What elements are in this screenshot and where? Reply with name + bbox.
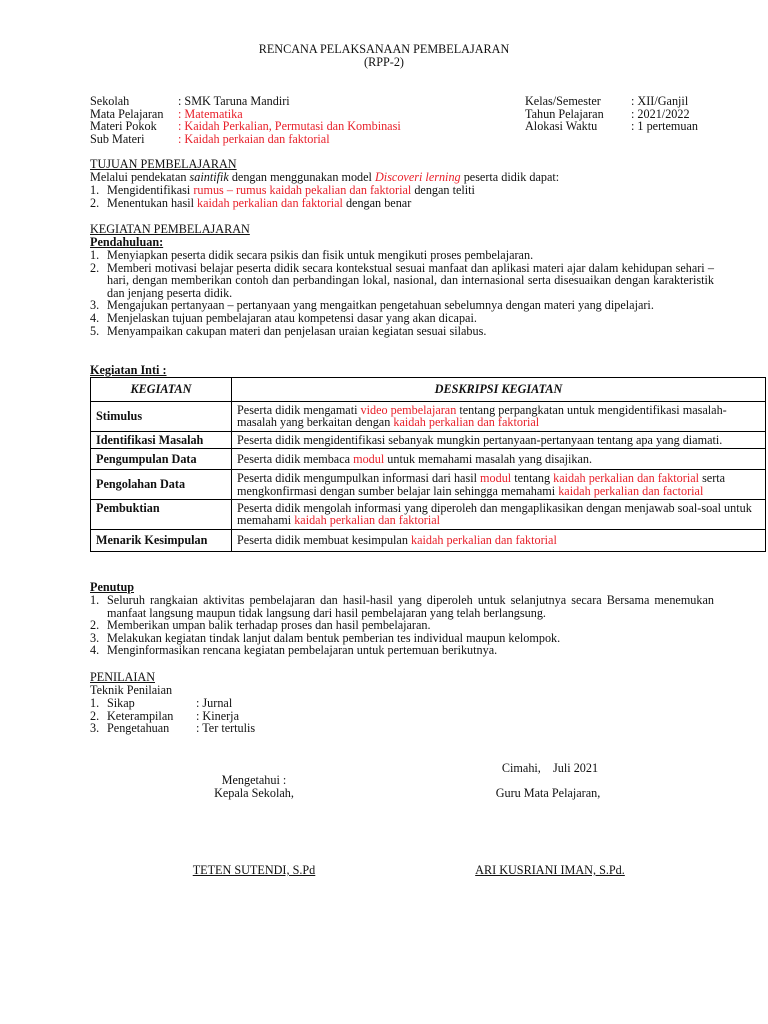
text-span: modul (480, 471, 512, 486)
activity-description (232, 431, 766, 448)
info-value: : Kaidah Perkalian, Permutasi dan Kombinasi (178, 119, 401, 134)
text-span: kaidah perkalian dan faktorial (197, 195, 343, 210)
info-value: : Matematika (178, 106, 243, 121)
kegiatan-inti-table (90, 377, 766, 552)
list-number: 3. (90, 298, 100, 313)
penilaian-subheading: Teknik Penilaian (90, 683, 173, 697)
list-number: 2. (90, 708, 100, 723)
list-text: Seluruh rangkaian aktivitas pembelajaran dan hasil-hasil yang diperoleh untuk selanjutnya secara Bersama menemukan manfaat langsung maupun tidak langsung dari hasil pembelajaran yang telah berlangsung. (107, 593, 714, 620)
place-date: Cimahi, Juli 2021 (501, 761, 599, 775)
assessment-value: : Ter tertulis (196, 721, 256, 736)
text-span: video pembelajaran (360, 403, 457, 417)
info-label: Kelas/Semester (525, 94, 601, 108)
assessment-label: Sikap (107, 696, 135, 710)
pendahuluan-heading: Pendahuluan: (90, 235, 164, 249)
document-title (0, 43, 768, 68)
list-item (90, 262, 714, 300)
text-span: tentang (511, 471, 554, 486)
list-item (90, 197, 714, 210)
text-span: Peserta didik mengolah informasi yang diperoleh dan mengaplikasikan dengan menjawab soal-soal untuk memahami (237, 501, 752, 528)
text-span: dengan menggunakan model (228, 170, 375, 184)
title-line-1: RENCANA PELAKSANAAN PEMBELAJARAN (258, 42, 510, 56)
list-number: 2. (90, 618, 100, 633)
info-label: Tahun Pelajaran (525, 106, 604, 121)
list-number: 4. (90, 310, 100, 325)
activity-name: Pembuktian (91, 500, 232, 530)
text-span: rumus – rumus kaidah pekalian dan faktorial (193, 183, 412, 197)
list-text: Menyiapkan peserta didik secara psikis dan fisik untuk mengikuti proses pembelajaran. (107, 248, 534, 262)
text-span: dengan benar (342, 195, 412, 210)
text-span: Peserta didik mengidentifikasi sebanyak mungkin pertanyaan-pertanyaan tentang apa yang diamati. (237, 432, 723, 447)
text-span: modul (353, 452, 385, 467)
text-span: Peserta didik mengumpulkan informasi dari hasil (237, 471, 481, 486)
list-number: 3. (90, 630, 100, 645)
list-number: 1. (90, 593, 100, 607)
assessment-label: Pengetahuan (107, 721, 170, 736)
text-span: kaidah perkalian dan faktorial (410, 533, 557, 548)
kegiatan-heading: KEGIATAN PEMBELAJARAN (90, 222, 250, 236)
list-number: 1. (90, 696, 100, 710)
activity-name: Pengolahan Data (91, 470, 232, 500)
tujuan-intro (90, 171, 559, 184)
info-label: Mata Pelajaran (90, 106, 164, 121)
activity-name: Pengumpulan Data (91, 449, 232, 470)
table-row (91, 529, 766, 551)
assessment-value: : Jurnal (196, 696, 233, 710)
activity-description (232, 470, 766, 500)
principal-name: TETEN SUTENDI, S.Pd (192, 863, 316, 877)
info-row (90, 120, 698, 133)
activity-description (232, 449, 766, 470)
assessment-value: : Kinerja (196, 708, 239, 723)
list-number: 2. (90, 260, 100, 275)
info-row (90, 133, 698, 146)
text-span: tentang perpangkatan untuk mengidentifikasi masalah-masalah yang berkaitan dengan (237, 403, 727, 430)
table-header-row (91, 378, 766, 402)
list-text: Mengajukan pertanyaan – pertanyaan yang mengaitkan pengetahuan sebelumnya dengan materi yang dipelajari. (107, 298, 654, 313)
acknowledged-label: Mengetahui : (221, 773, 287, 787)
assessment-label: Keterampilan (107, 708, 174, 723)
info-label: Sekolah (90, 94, 130, 108)
column-header-kegiatan: KEGIATAN (91, 378, 232, 402)
info-value: : 1 pertemuan (631, 119, 699, 134)
info-value: : XII/Ganjil (631, 94, 689, 108)
activity-description (232, 402, 766, 432)
teacher-title: Guru Mata Pelajaran, (495, 786, 601, 800)
list-item (90, 644, 714, 657)
activity-description (232, 500, 766, 530)
text-span: Menentukan hasil (107, 195, 198, 210)
table-row (91, 470, 766, 500)
info-row (90, 95, 698, 108)
list-text: Melakukan kegiatan tindak lanjut dalam bentuk pemberian tes individual maupun kelompok. (107, 630, 561, 645)
table-row (91, 402, 766, 432)
penilaian-heading: PENILAIAN (90, 670, 155, 684)
list-item (90, 594, 714, 619)
list-text: Menginformasikan rencana kegiatan pembelajaran untuk pertemuan berikutnya. (107, 643, 498, 658)
text-span: dengan teliti (411, 183, 475, 197)
text-span: Peserta didik membuat kesimpulan (237, 533, 411, 548)
text-span: Melalui pendekatan (90, 170, 190, 184)
list-number: 5. (90, 323, 100, 338)
tujuan-list (90, 184, 714, 209)
activity-name: Menarik Kesimpulan (91, 529, 232, 551)
text-span: kaidah perkalian dan factorial (558, 483, 704, 498)
text-span: kaidah perkalian dan faktorial (553, 471, 700, 486)
info-label: Materi Pokok (90, 119, 157, 134)
teacher-name: ARI KUSRIANI IMAN, S.Pd. (475, 863, 625, 877)
column-header-deskripsi: DESKRIPSI KEGIATAN (232, 378, 766, 402)
text-span: serta mengkonfirmasi dengan sumber belajar lain sehingga memahami (237, 471, 726, 498)
list-text: Menyampaikan cakupan materi dan penjelasan uraian kegiatan sesuai silabus. (107, 323, 487, 338)
list-number: 3. (90, 721, 100, 736)
list-text: Memberi motivasi belajar peserta didik secara kontekstual sesuai manfaat dan aplikasi materi ajar dalam kehidupan sehari – hari, dengan memberikan contoh dan perbandingan lokal, nasional, dan internasional serta disesuaikan dengan karakteristik dan jenjang peserta didik. (107, 260, 714, 300)
list-number: 4. (90, 643, 100, 658)
penutup-heading: Penutup (90, 580, 135, 594)
table-row (91, 500, 766, 530)
text-span: untuk memahami masalah yang disajikan. (384, 452, 593, 467)
tujuan-heading: TUJUAN PEMBELAJARAN (90, 157, 237, 171)
penutup-list (90, 594, 714, 657)
text-span: Peserta didik mengamati (237, 403, 361, 417)
text-span: peserta didik dapat: (460, 170, 560, 184)
list-item (90, 325, 714, 338)
text-span: Mengidentifikasi (107, 183, 194, 197)
info-value: : Kaidah perkaian dan faktorial (178, 131, 330, 146)
activity-name: Identifikasi Masalah (91, 431, 232, 448)
text-span: Discoveri lerning (375, 170, 461, 184)
activity-name: Stimulus (91, 402, 232, 432)
text-span: Peserta didik membaca (237, 452, 354, 467)
list-text: Memberikan umpan balik terhadap proses dan hasil pembelajaran. (107, 618, 431, 633)
activity-description (232, 529, 766, 551)
list-number: 1. (90, 183, 100, 197)
text-span: kaidah perkalian dan faktorial (294, 513, 441, 528)
identity-table (90, 95, 698, 145)
info-value: : SMK Taruna Mandiri (178, 94, 290, 108)
table-row (91, 431, 766, 448)
info-value: : 2021/2022 (631, 106, 690, 121)
info-label: Alokasi Waktu (525, 119, 598, 134)
text-span: saintifik (189, 170, 229, 184)
list-text: Menjelaskan tujuan pembelajaran atau kompetensi dasar yang akan dicapai. (107, 310, 477, 325)
list-number: 2. (90, 195, 100, 210)
list-number: 1. (90, 248, 100, 262)
principal-title: Kepala Sekolah, (214, 786, 294, 800)
title-line-2: (RPP-2) (364, 54, 404, 69)
table-row (91, 449, 766, 470)
info-label: Sub Materi (90, 131, 145, 146)
pendahuluan-list (90, 249, 714, 337)
text-span: kaidah perkalian dan faktorial (393, 415, 540, 430)
kegiatan-inti-heading: Kegiatan Inti : (90, 363, 167, 377)
